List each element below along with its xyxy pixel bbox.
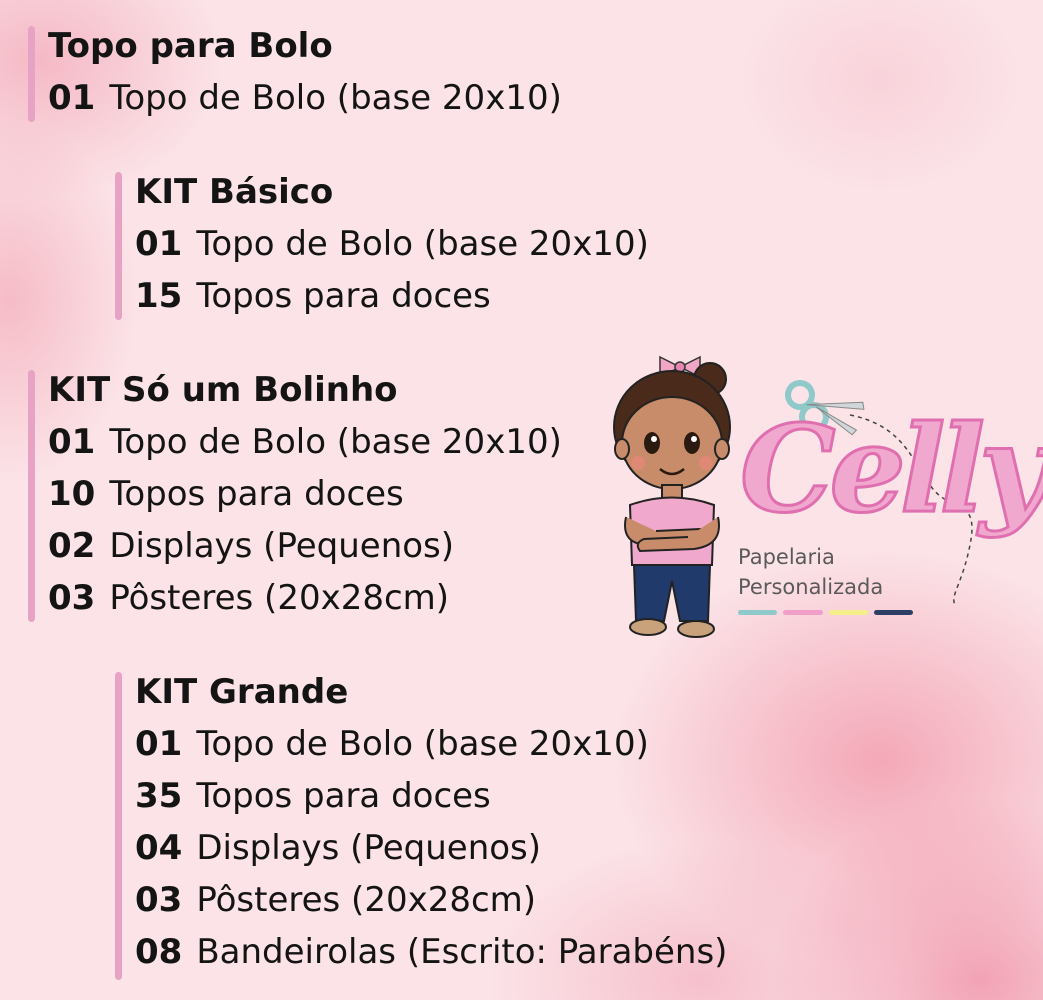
section-title: KIT Grande	[135, 672, 349, 712]
item-quantity: 01	[135, 724, 183, 764]
item-description: Displays (Pequenos)	[196, 828, 542, 868]
item-quantity: 01	[48, 422, 96, 462]
item-quantity: 04	[135, 828, 183, 868]
stripe	[829, 610, 868, 615]
item-quantity: 03	[135, 880, 183, 920]
list-item	[28, 572, 562, 624]
item-quantity: 02	[48, 526, 96, 566]
item-description: Topo de Bolo (base 20x10)	[109, 78, 562, 118]
list-item	[115, 218, 649, 270]
section-title: Topo para Bolo	[48, 26, 333, 66]
accent-bar	[28, 26, 35, 122]
section-kit-basico	[115, 166, 649, 322]
item-description: Topo de Bolo (base 20x10)	[196, 724, 649, 764]
list-item	[115, 718, 727, 770]
item-quantity: 01	[135, 224, 183, 264]
accent-bar	[115, 672, 122, 980]
list-item	[115, 926, 727, 978]
list-item	[115, 822, 727, 874]
brand-tagline-line2: Personalizada	[738, 575, 884, 599]
item-description: Pôsteres (20x28cm)	[109, 578, 450, 618]
list-item	[115, 270, 649, 322]
item-description: Topo de Bolo (base 20x10)	[196, 224, 649, 264]
item-quantity: 35	[135, 776, 183, 816]
brand-color-stripes	[738, 610, 913, 615]
section-title: KIT Só um Bolinho	[48, 370, 398, 410]
section-topo-para-bolo	[28, 20, 562, 124]
item-description: Bandeirolas (Escrito: Parabéns)	[196, 932, 728, 972]
accent-bar	[115, 172, 122, 320]
item-description: Topo de Bolo (base 20x10)	[109, 422, 562, 462]
list-item	[28, 416, 562, 468]
item-quantity: 08	[135, 932, 183, 972]
section-kit-so-um-bolinho	[28, 364, 562, 624]
item-description: Pôsteres (20x28cm)	[196, 880, 537, 920]
list-item	[28, 72, 562, 124]
item-quantity: 10	[48, 474, 96, 514]
item-description: Topos para doces	[196, 776, 491, 816]
item-quantity: 15	[135, 276, 183, 316]
item-description: Topos para doces	[109, 474, 404, 514]
section-kit-grande	[115, 666, 727, 978]
list-item	[28, 520, 562, 572]
list-item	[115, 770, 727, 822]
stripe	[874, 610, 913, 615]
mascot-girl-illustration	[614, 357, 730, 637]
stripe	[783, 610, 822, 615]
item-quantity: 03	[48, 578, 96, 618]
brand-name: Celly	[740, 399, 1043, 540]
item-description: Topos para doces	[196, 276, 491, 316]
item-quantity: 01	[48, 78, 96, 118]
list-item	[115, 874, 727, 926]
section-title: KIT Básico	[135, 172, 334, 212]
list-item	[28, 468, 562, 520]
stripe	[738, 610, 777, 615]
brand-tagline-line1: Papelaria	[738, 545, 835, 569]
item-description: Displays (Pequenos)	[109, 526, 455, 566]
accent-bar	[28, 370, 35, 622]
